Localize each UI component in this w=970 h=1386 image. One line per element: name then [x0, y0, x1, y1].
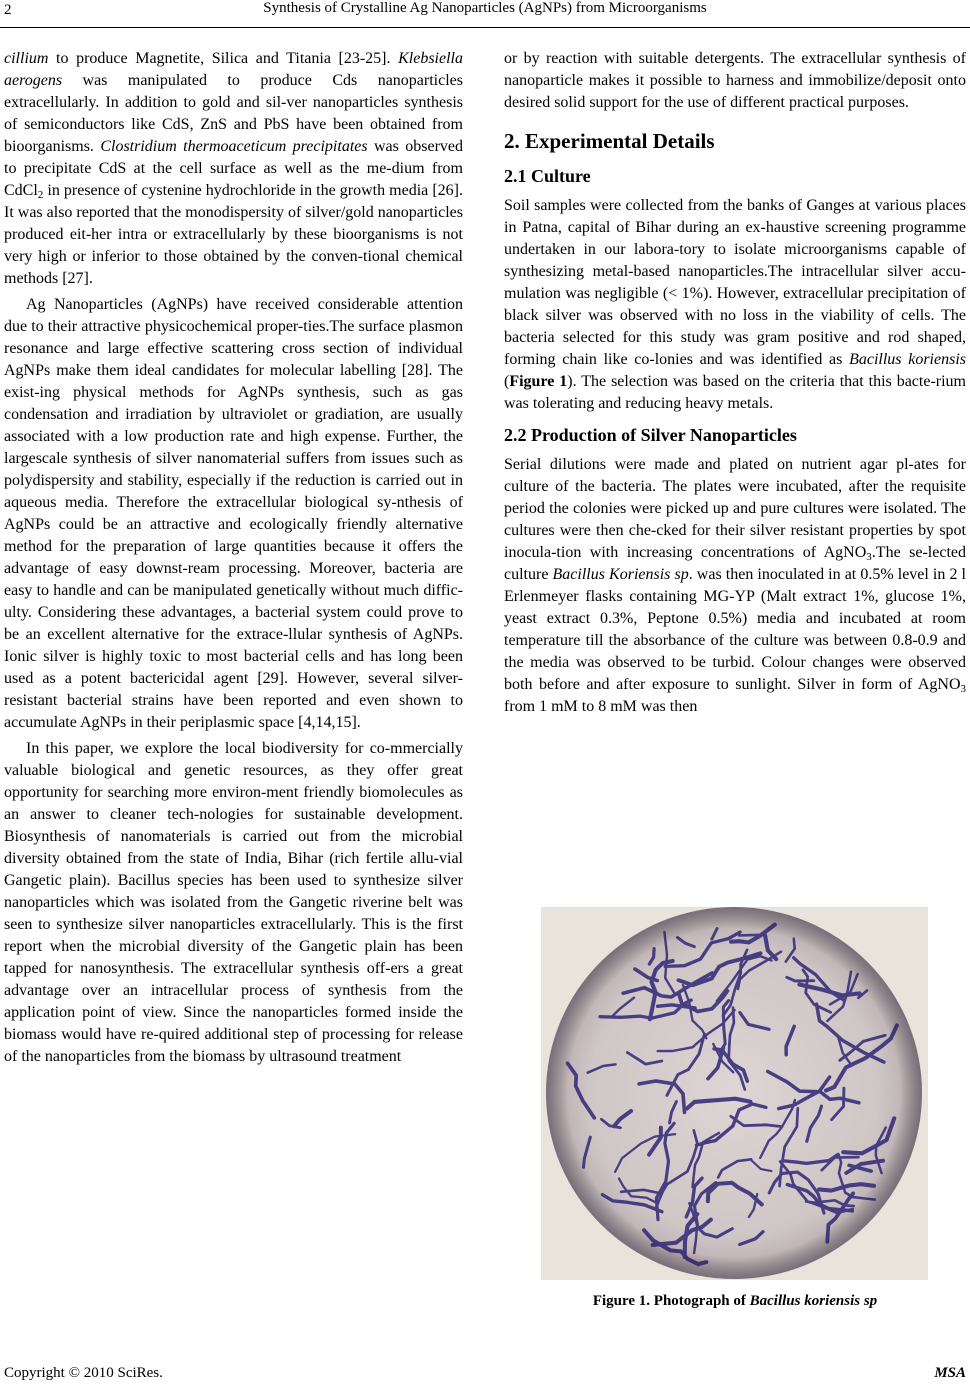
- footer-copyright: Copyright © 2010 SciRes.: [4, 1365, 163, 1381]
- paragraph-culture: Soil samples were collected from the banks of Ganges at various places in Patna, capital of Bihar during an ex-haustive screening programme undertaken in our labora-tory to isolate microorganisms capable of synthesizing metal-based nanoparticles.The intracellular silver accu-mulation was negligible (< 1%). However, extracellular precipitation of black silver was observed with no loss in the viability of cells. The bacteria selected for this study was gram positive and rod shaped, forming chain like co-lonies and was identified as Bacillus koriensis (Figure 1). The selection was based on the criteria that this bacte-rium was tolerating and reducing heavy metals.: [504, 197, 967, 412]
- micrograph-image: [541, 907, 928, 1280]
- header-divider: [0, 27, 970, 28]
- paragraph-intro-continued: cillium to produce Magnetite, Silica and Titania [23-25]. Klebsiella aerogens was manipulated to produce Cds nanoparticles extracellularly. In addition to gold and sil-ver nanoparticles synthesis of semiconductors like CdS, ZnS and PbS have been obtained from bioorganisms. Clostridium thermoaceticum precipitates was observed to precipitate CdS at the cell surface as well as the me-dium from CdCl$_2$ in presence of cystenine hydrochloride in the growth media [26]. It was also reported that the monodispersity of silver/gold nanoparticles produced eit-her intra or extracellularly by these bioorganisms is not very high or inferior to those obtained by the conven-tional chemical methods [27].: [4, 50, 464, 287]
- paragraph-this-paper: In this paper, we explore the local biodiversity for co-mmercially valuable biological and genetic resources, as they offer great opportunity for searching more environ-ment friendly biomolecules as an answer to cleaner tech-nologies for sustainable development. Biosynthesis of nanomaterials is carried out from the microbial diversity obtained from the state of India, Bihar (rich fertile allu-vial Gangetic plain). Bacillus species has been used to synthesize silver nanoparticles which was isolated from the Gangetic riverine belt was seen to synthesize silver nanoparticles extracellularly. This is the first report when the microbial diversity of the Gangetic plain has been tapped for nanosynthesis. The extracellular synthesis off-ers a great advantage over an intracellular process of synthesis from the application point of view. Since the nanoparticles formed inside the biomass would have re-quired additional step of processing for release of the nanoparticles from the biomass by ultrasound treatment: [4, 740, 463, 1065]
- section-heading-experimental: 2. Experimental Details: [504, 129, 715, 153]
- footer-journal-name: MSA: [934, 1365, 966, 1381]
- paragraph-production: Serial dilutions were made and plated on nutrient agar pl-ates for culture of the bacteria. The plates were incubated, after the requisite period the colonies were picked up and pure cultures were isolated. The cultures were then che-cked for their silver resistant properties by spot inocula-tion with increasing concentrations of AgNO$_3$.The se-lected culture Bacillus Koriensis sp. was then inoculated in at 0.5% level in 2 l Erlenmeyer flasks containing MG-YP (Malt extract 1%, glucose 1%, yeast extract 0.3%, Peptone 0.5%) media and incubated at room temperature till the absorbance of the culture was between 0.8-0.9 and the media was observed to be turbid. Colour changes were observed both before and after exposure to sunlight. Silver in form of AgNO$_3$ from 1 mM to 8 mM was then: [504, 456, 967, 715]
- page-number: 2: [4, 2, 12, 18]
- figure-reference-link[interactable]: Figure 1: [509, 373, 568, 390]
- figure-1-caption: Figure 1. Photograph of Bacillus koriensis sp: [592, 1293, 878, 1309]
- paragraph-agnps: Ag Nanoparticles (AgNPs) have received considerable attention due to their attractive physicochemical proper-ties.The surface plasmon resonance and large effective scattering cross section of individual AgNPs make them ideal candidates for molecular labelling [28]. The exist-ing physical methods for AgNPs synthesis, such as gas condensation and irradiation by ultraviolet or gradiation, are usually associated with a low production rate and high expense. Further, the largescale synthesis of silver nanomaterial suffers from issues such as polydispersity and stability, especially if the reduction is carried out in aqueous media. Therefore the extracellular biological sy-nthesis of AgNPs could be an attractive and ecologically friendly alternative method for the preparation of large quantities because it offers the advantage of easy downst-ream processing. Moreover, bacteria are easy to handle and can be manipulated genetically without much diffic-ulty. Considering these advantages, a bacterial system could prove to be an excellent alternative for the extrace-llular synthesis of AgNPs. Ionic silver is highly toxic to most bacterial cells and has long been used as a potent bactericidal agent [29]. However, several silver-resistant bacterial strains have been reported and even shown to accumulate AgNPs in their periplasmic space [4,14,15].: [4, 296, 463, 731]
- subsection-heading-culture: 2.1 Culture: [504, 166, 591, 186]
- running-title: Synthesis of Crystalline Ag Nanoparticles (AgNPs) from Microorganisms: [263, 0, 707, 16]
- subsection-heading-production: 2.2 Production of Silver Nanoparticles: [504, 425, 797, 445]
- paragraph-extracellular-continued: or by reaction with suitable detergents. The extracellular synthesis of nanoparticle makes it possible to harness and immobilize/deposit onto desired solid support for the use of different practical purposes.: [504, 50, 966, 111]
- left-column: [4, 48, 463, 1068]
- right-column: [504, 48, 966, 718]
- figure-1-micrograph-image: [541, 907, 928, 1280]
